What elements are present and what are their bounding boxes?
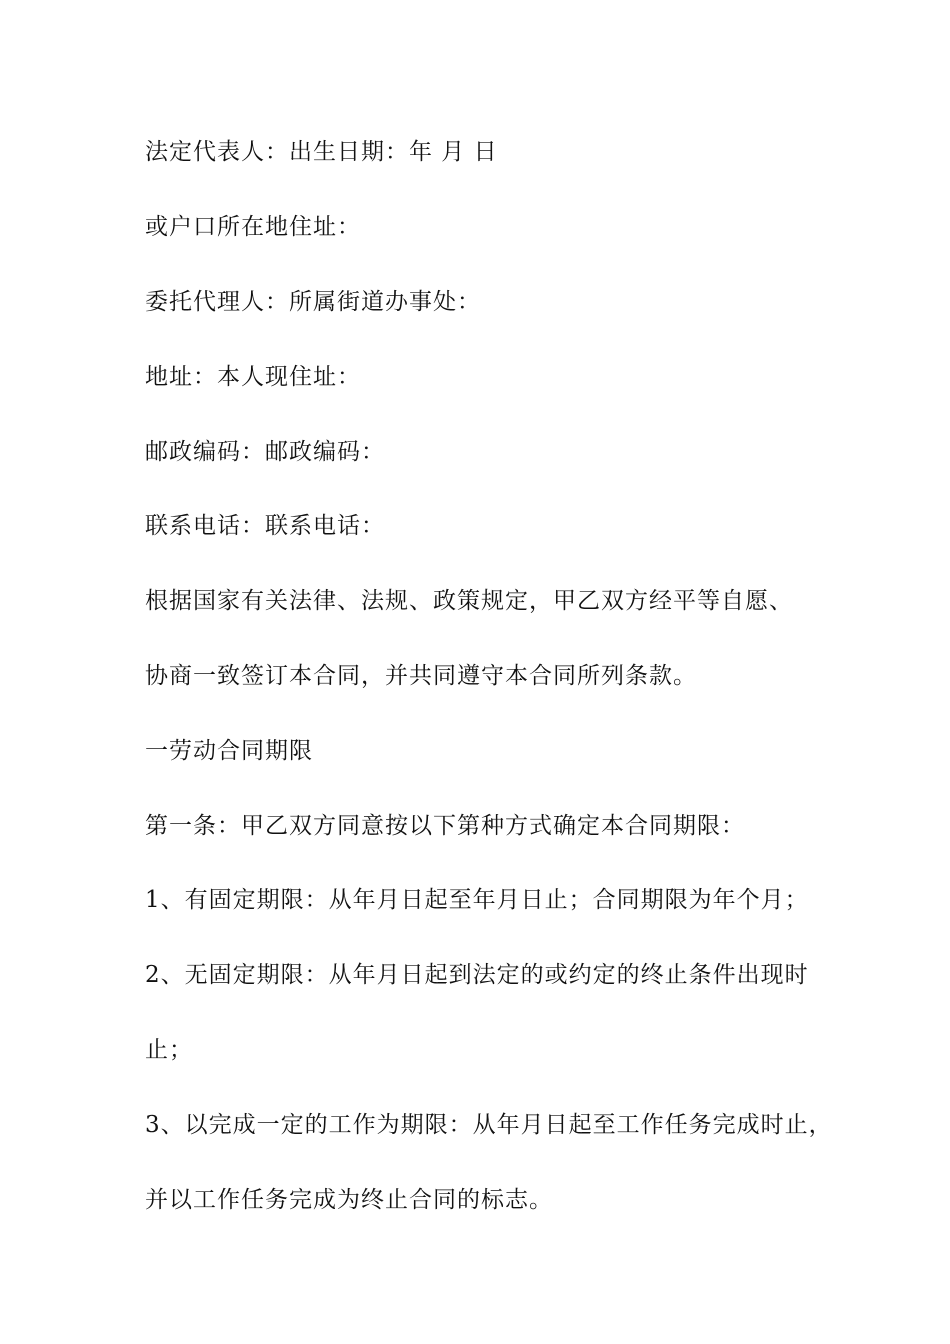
term-option-1: 1、有固定期限：从年月日起至年月日止；合同期限为年个月；: [145, 887, 809, 913]
section-heading: 一劳动合同期限: [145, 738, 313, 764]
legal-representative-line: 法定代表人：出生日期：年 月 日: [145, 139, 498, 165]
authorized-agent-line: 委托代理人：所属街道办事处：: [145, 289, 481, 315]
term-option-3-continued: 并以工作任务完成为终止合同的标志。: [145, 1187, 553, 1213]
address-line: 地址：本人现住址：: [145, 364, 361, 390]
preamble-line-2: 协商一致签订本合同，并共同遵守本合同所列条款。: [145, 663, 697, 689]
household-address-line: 或户口所在地住址：: [145, 214, 361, 240]
article-one: 第一条：甲乙双方同意按以下第种方式确定本合同期限：: [145, 813, 745, 839]
contact-phone-line: 联系电话：联系电话：: [145, 513, 385, 539]
postal-code-line: 邮政编码：邮政编码：: [145, 439, 385, 465]
term-option-2-continued: 止；: [145, 1037, 193, 1063]
term-option-3: 3、以完成一定的工作为期限：从年月日起至工作任务完成时止，: [145, 1112, 833, 1138]
term-option-2: 2、无固定期限：从年月日起到法定的或约定的终止条件出现时: [145, 962, 809, 988]
preamble-line-1: 根据国家有关法律、法规、政策规定，甲乙双方经平等自愿、: [145, 588, 793, 614]
